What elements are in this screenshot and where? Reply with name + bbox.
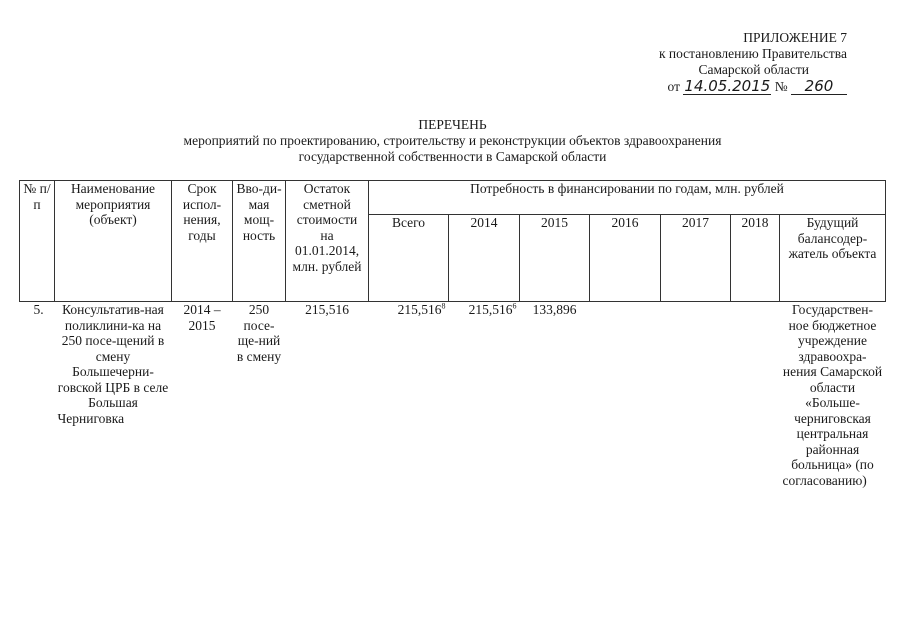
title-line-2: государственной собственности в Самарской области	[298, 149, 607, 164]
row-total	[369, 302, 449, 489]
header-capacity: Вво-ди-мая мощ-ность	[233, 181, 286, 302]
row-term: 2014 – 2015	[172, 302, 233, 489]
row-num: 5.	[20, 302, 55, 489]
appendix-block	[659, 30, 847, 95]
appendix-date-line	[659, 79, 847, 95]
handwritten-number: 260	[791, 79, 847, 95]
row-total-value: 215,516	[397, 302, 442, 317]
row-2014-note: 6	[512, 301, 517, 311]
row-2015: 133,896	[520, 302, 590, 489]
header-term: Срок испол-нения, годы	[172, 181, 233, 302]
row-2017	[661, 302, 731, 489]
title-line-1: мероприятий по проектированию, строительству и реконструкции объектов здравоохранения	[183, 133, 722, 148]
header-balance: Остаток сметной стоимости на 01.01.2014, млн. рублей	[286, 181, 369, 302]
header-2017: 2017	[661, 215, 731, 302]
appendix-title: ПРИЛОЖЕНИЕ 7	[743, 30, 847, 45]
handwritten-date: 14.05.2015	[684, 77, 771, 95]
appendix-decree: к постановлению Правительства	[658, 46, 847, 61]
header-financing: Потребность в финансировании по годам, млн. рублей	[369, 181, 886, 215]
measures-table	[19, 180, 886, 488]
row-balance: 215,516	[286, 302, 369, 489]
number-label: №	[774, 79, 788, 94]
title-heading: ПЕРЕЧЕНЬ	[418, 117, 487, 132]
header-2016: 2016	[590, 215, 661, 302]
from-label: от	[667, 79, 680, 94]
row-holder: Государствен-ное бюджетное учреждение здравоохра-нения Самарской области «Больше-черниговская центральная районная больница» (по согласованию)	[780, 302, 886, 489]
header-2018: 2018	[731, 215, 780, 302]
row-2018	[731, 302, 780, 489]
row-total-note: 8	[441, 301, 446, 311]
table-row	[20, 302, 886, 489]
header-total: Всего	[369, 215, 449, 302]
row-2016	[590, 302, 661, 489]
row-capacity: 250 посе-ще-ний в смену	[233, 302, 286, 489]
header-2015: 2015	[520, 215, 590, 302]
row-2014	[449, 302, 520, 489]
header-holder: Будущий балансодер-жатель объекта	[780, 215, 886, 302]
header-2014: 2014	[449, 215, 520, 302]
header-name: Наименование мероприятия (объект)	[55, 181, 172, 302]
row-2014-value: 215,516	[468, 302, 513, 317]
appendix-region: Самарской области	[698, 62, 809, 77]
row-name: Консультатив-ная поликлини-ка на 250 посе-щений в смену Большечерни-говской ЦРБ в селе Большая Черниговка	[55, 302, 172, 489]
document-title	[0, 117, 905, 165]
header-num: № п/п	[20, 181, 55, 302]
